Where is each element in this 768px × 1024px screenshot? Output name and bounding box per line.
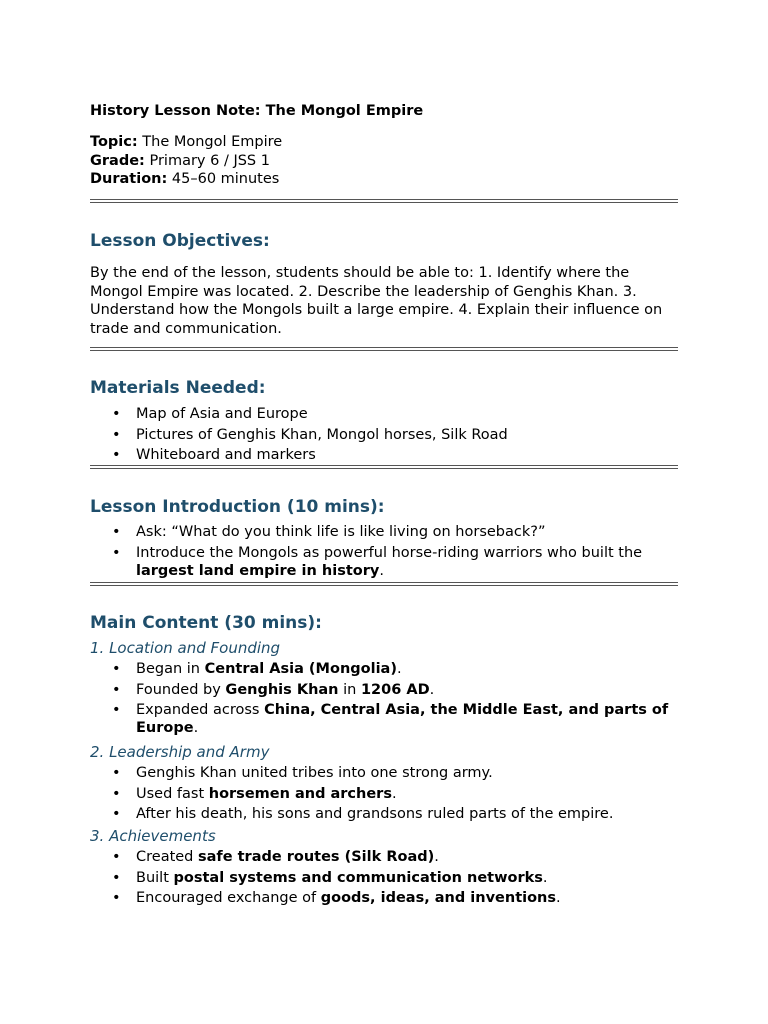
item-emphasis: horsemen and archers — [208, 785, 392, 802]
item-text: Began in — [136, 661, 205, 677]
intro-text: Introduce the Mongols as powerful horse-riding warriors who built the — [136, 544, 643, 561]
topic-value: The Mongol Empire — [142, 134, 283, 150]
section-divider — [90, 582, 678, 586]
list-item: • After his death, his sons and grandsons ruled parts of the empire. — [90, 805, 680, 823]
item-text: Created — [136, 849, 198, 865]
item-emphasis: 1206 AD — [360, 681, 430, 698]
objectives-text: By the end of the lesson, students should be able to: 1. Identify where the Mongol Empire was located. 2. Describe the leadership of Genghis Khan. 3. Understand how the Mongols built a large empire. 4. Explain their influence on trade and communication. — [90, 265, 663, 337]
leadership-list — [90, 764, 680, 826]
list-item — [90, 544, 680, 580]
item-emphasis: Genghis Khan — [225, 681, 339, 698]
list-item — [90, 869, 680, 887]
item-emphasis: China, Central Asia, the Middle East, and parts of Europe — [136, 702, 669, 736]
list-item: • Map of Asia and Europe — [90, 405, 680, 423]
list-item: • Ask: “What do you think life is like living on horseback?” — [90, 523, 680, 541]
list-item — [90, 701, 680, 737]
item-text: Founded by — [136, 681, 226, 698]
subsection-heading-achievements: 3. Achievements — [90, 827, 216, 845]
item-emphasis: Central Asia (Mongolia) — [204, 661, 397, 677]
main-content-heading: Main Content (30 mins): — [90, 613, 322, 633]
punctuation: . — [542, 869, 548, 886]
intro-emphasis: largest land empire in history — [136, 562, 380, 579]
list-item — [90, 660, 680, 678]
list-item: • Genghis Khan united tribes into one strong army. — [90, 764, 680, 782]
document-title: History Lesson Note: The Mongol Empire — [90, 103, 424, 119]
item-emphasis: safe trade routes (Silk Road) — [198, 849, 435, 865]
punctuation: . — [556, 890, 561, 906]
grade-value: Primary 6 / JSS 1 — [149, 152, 270, 169]
introduction-list — [90, 523, 680, 582]
list-item: • Pictures of Genghis Khan, Mongol horses, Silk Road — [90, 426, 680, 444]
list-item — [90, 785, 680, 803]
location-list — [90, 660, 680, 740]
achievements-list — [90, 848, 680, 910]
materials-heading: Materials Needed: — [90, 378, 266, 398]
item-text: Encouraged exchange of — [136, 890, 321, 906]
item-emphasis: postal systems and communication networks — [173, 869, 543, 886]
topic-label: Topic: — [90, 134, 138, 150]
item-text: in — [338, 681, 361, 698]
list-item: • Whiteboard and markers — [90, 446, 680, 464]
materials-list — [90, 405, 680, 467]
punctuation: . — [434, 849, 439, 865]
section-divider — [90, 465, 678, 469]
punctuation: . — [429, 681, 435, 698]
punctuation: . — [379, 562, 384, 579]
subsection-heading-leadership: 2. Leadership and Army — [90, 743, 270, 761]
duration-value: 45–60 minutes — [171, 171, 280, 187]
punctuation: . — [193, 720, 199, 736]
duration-label: Duration: — [90, 171, 168, 187]
section-divider — [90, 199, 678, 203]
subsection-heading-location: 1. Location and Founding — [90, 639, 281, 657]
list-item — [90, 681, 680, 699]
list-item — [90, 889, 680, 907]
meta-grade — [90, 152, 270, 171]
punctuation: . — [391, 785, 397, 802]
item-emphasis: goods, ideas, and inventions — [320, 890, 557, 906]
objectives-heading: Lesson Objectives: — [90, 231, 270, 251]
meta-duration — [90, 170, 279, 189]
item-text: Used fast — [136, 785, 209, 802]
introduction-heading: Lesson Introduction (10 mins): — [90, 497, 385, 517]
punctuation: . — [396, 661, 402, 677]
item-text: Built — [136, 869, 174, 886]
section-divider — [90, 347, 678, 351]
meta-topic — [90, 133, 282, 152]
item-text: Expanded across — [136, 702, 265, 718]
list-item — [90, 848, 680, 866]
grade-label: Grade: — [90, 152, 145, 169]
